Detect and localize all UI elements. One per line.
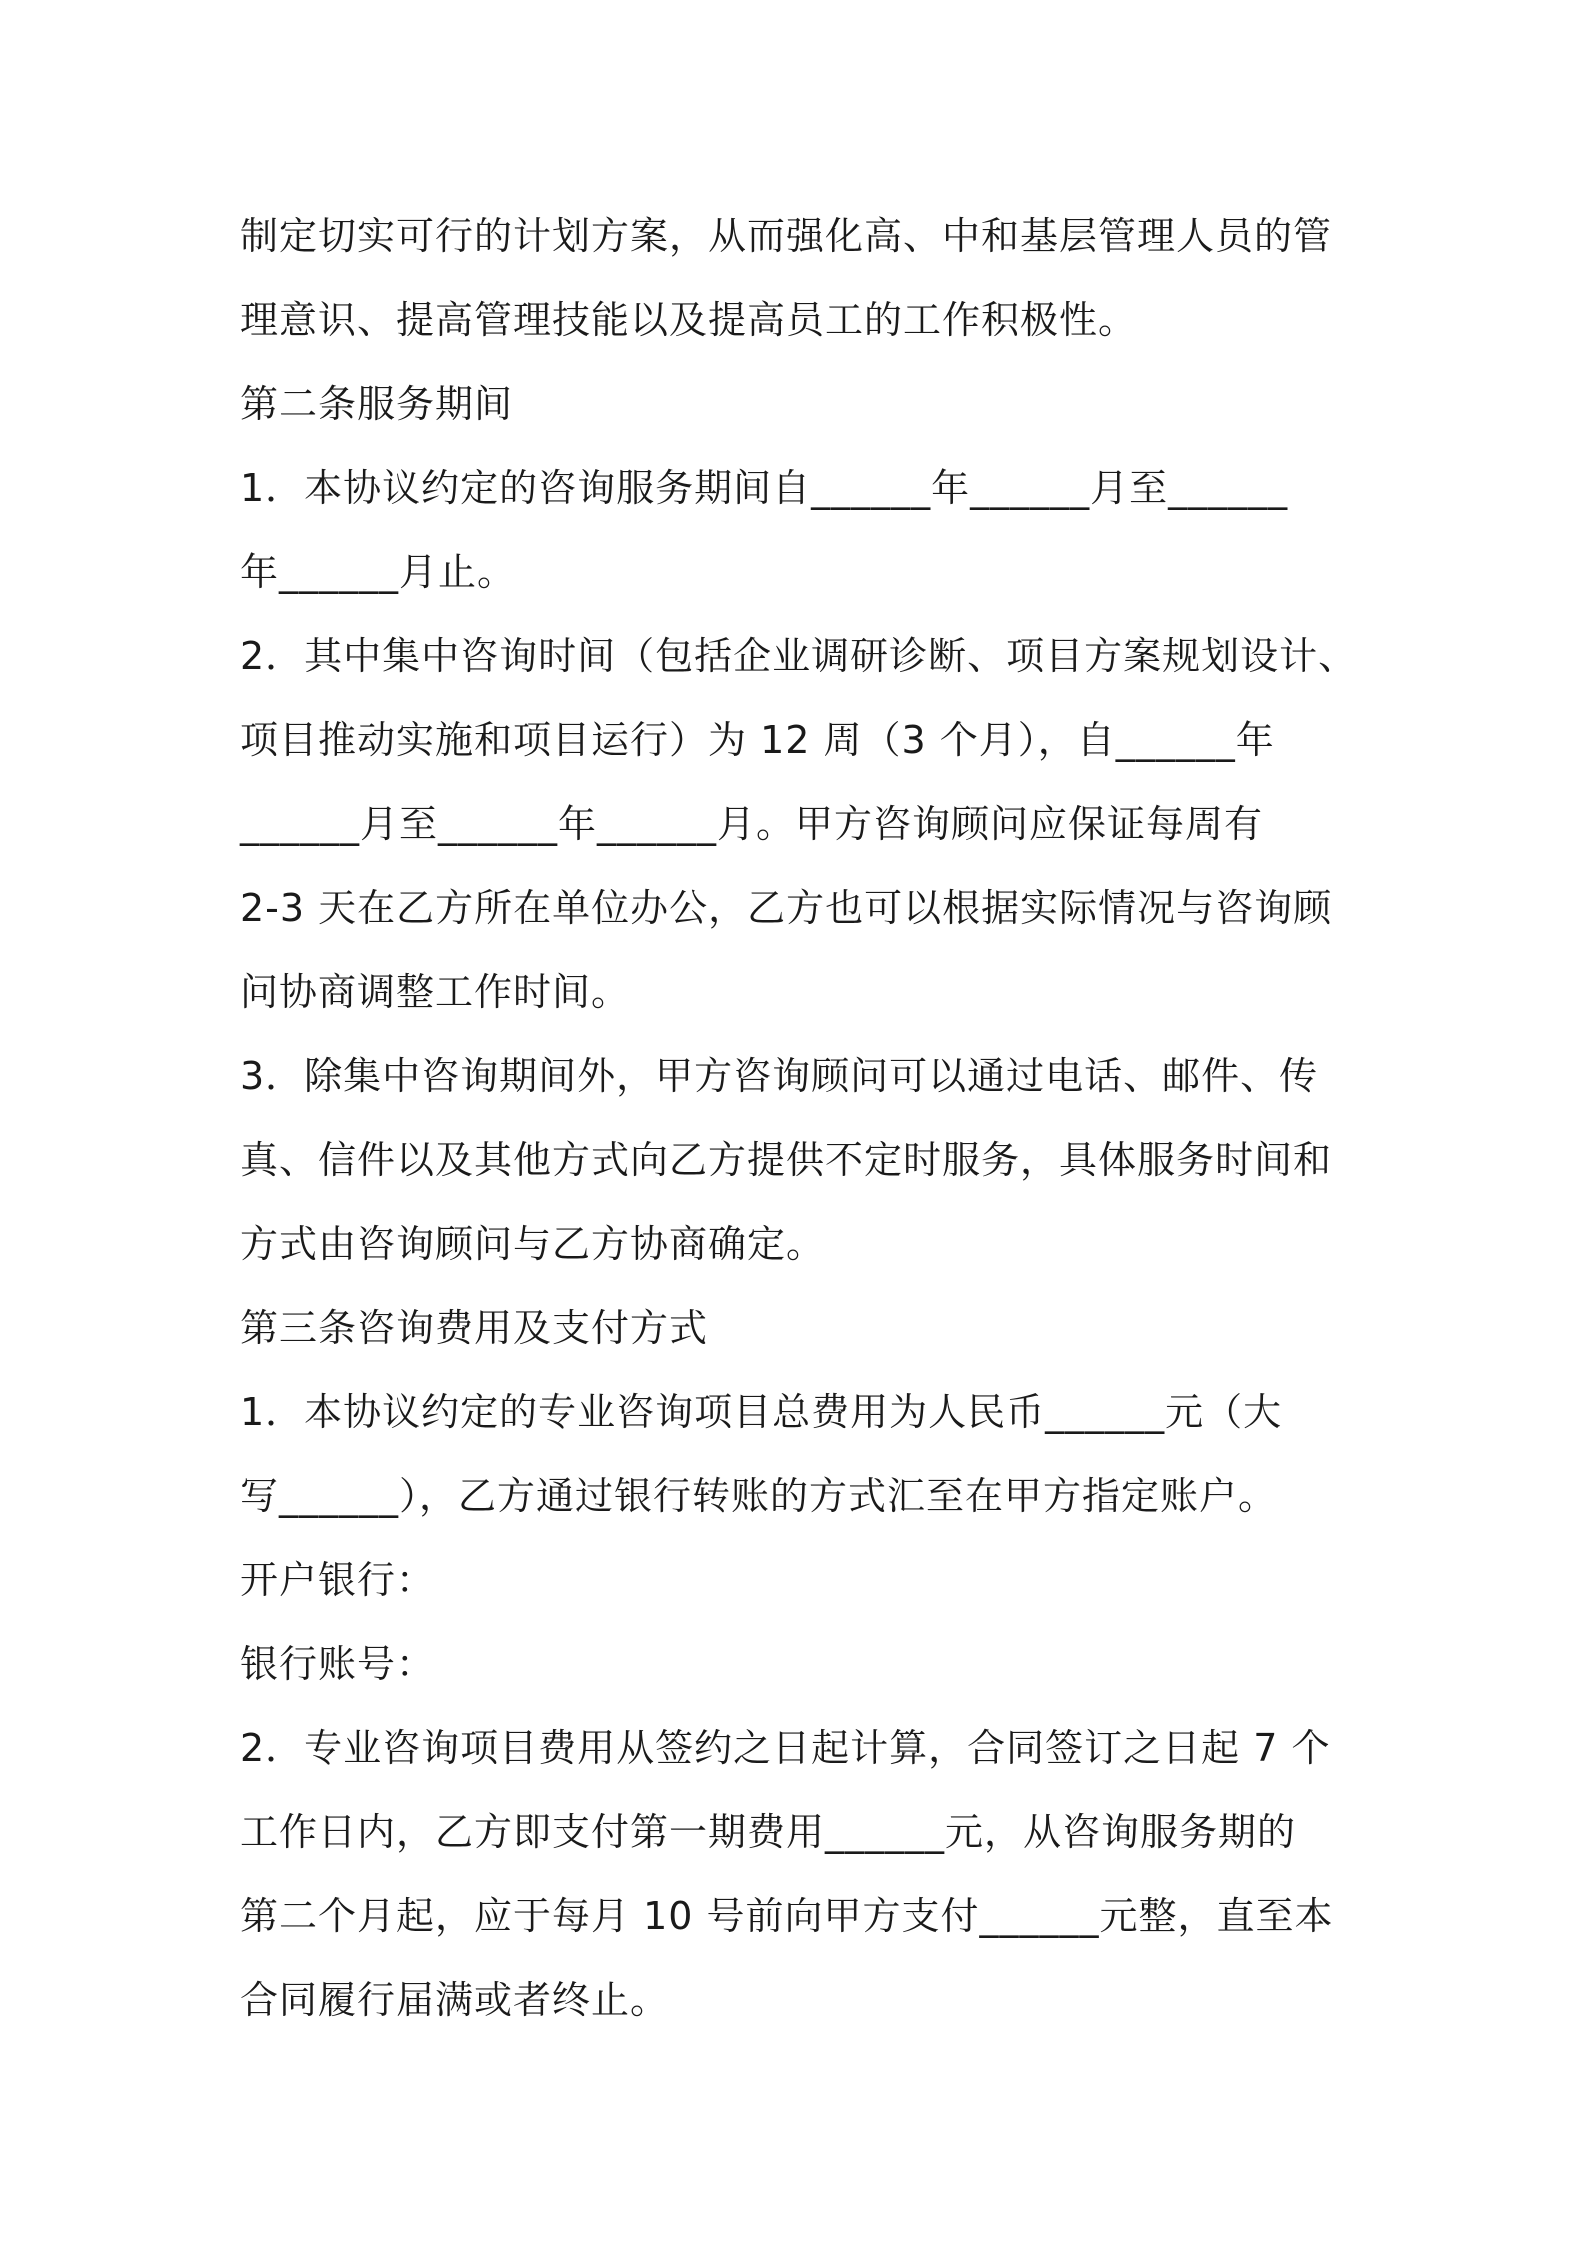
paragraph-line: 问协商调整工作时间。 <box>240 970 631 1014</box>
paragraph-line: 写______），乙方通过银行转账的方式汇至在甲方指定账户。 <box>240 1474 1278 1518</box>
paragraph-line: 年______月止。 <box>240 550 517 594</box>
section-heading-fees-payment: 第三条咨询费用及支付方式 <box>240 1306 709 1350</box>
paragraph-line: 合同履行届满或者终止。 <box>240 1978 670 2022</box>
document-body <box>240 194 1370 2042</box>
bank-name-label: 开户银行： <box>240 1558 436 1602</box>
paragraph-line: 2．专业咨询项目费用从签约之日起计算，合同签订之日起 7 个 <box>240 1726 1331 1770</box>
paragraph-line: 2．其中集中咨询时间（包括企业调研诊断、项目方案规划设计、 <box>240 634 1358 678</box>
section-heading-service-period: 第二条服务期间 <box>240 382 514 426</box>
bank-account-label: 银行账号： <box>240 1642 436 1686</box>
paragraph-line: 方式由咨询顾问与乙方协商确定。 <box>240 1222 826 1266</box>
paragraph-line: 1．本协议约定的专业咨询项目总费用为人民币______元（大 <box>240 1390 1283 1434</box>
paragraph-line: ______月至______年______月。甲方咨询顾问应保证每周有 <box>240 802 1264 846</box>
paragraph-line: 3．除集中咨询期间外，甲方咨询顾问可以通过电话、邮件、传 <box>240 1054 1319 1098</box>
paragraph-line: 工作日内，乙方即支付第一期费用______元，从咨询服务期的 <box>240 1810 1297 1854</box>
paragraph-line: 制定切实可行的计划方案，从而强化高、中和基层管理人员的管 <box>240 214 1333 258</box>
paragraph-line: 理意识、提高管理技能以及提高员工的工作积极性。 <box>240 298 1138 342</box>
paragraph-line: 真、信件以及其他方式向乙方提供不定时服务，具体服务时间和 <box>240 1138 1333 1182</box>
paragraph-line: 第二个月起，应于每月 10 号前向甲方支付______元整，直至本 <box>240 1894 1334 1938</box>
paragraph-line: 项目推动实施和项目运行）为 12 周（3 个月），自______年 <box>240 718 1275 762</box>
paragraph-line: 1．本协议约定的咨询服务期间自______年______月至______ <box>240 466 1289 510</box>
paragraph-line: 2-3 天在乙方所在单位办公，乙方也可以根据实际情况与咨询顾 <box>240 886 1333 930</box>
